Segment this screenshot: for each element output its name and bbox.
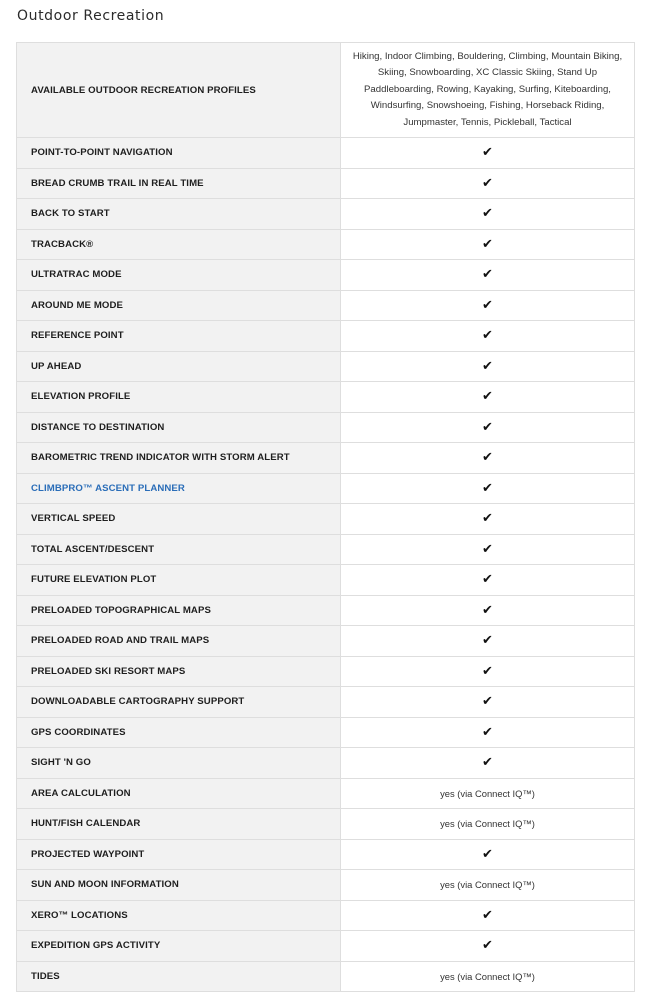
feature-label: AREA CALCULATION xyxy=(17,778,341,809)
feature-label-link[interactable]: CLIMBPRO™ ASCENT PLANNER xyxy=(17,473,341,504)
table-row xyxy=(17,626,635,657)
feature-label: ULTRATRAC MODE xyxy=(17,260,341,291)
section-title: Outdoor Recreation xyxy=(17,8,165,24)
feature-value xyxy=(341,443,635,474)
feature-label: REFERENCE POINT xyxy=(17,321,341,352)
feature-label: BREAD CRUMB TRAIL IN REAL TIME xyxy=(17,168,341,199)
feature-label: SUN AND MOON INFORMATION xyxy=(17,870,341,901)
feature-label: HUNT/FISH CALENDAR xyxy=(17,809,341,840)
table-row xyxy=(17,351,635,382)
checkmark-icon: ✔ xyxy=(482,358,493,374)
feature-value: yes (via Connect IQ™) xyxy=(341,961,635,992)
table-row xyxy=(17,473,635,504)
table-row xyxy=(17,809,635,840)
feature-label: PROJECTED WAYPOINT xyxy=(17,839,341,870)
feature-value xyxy=(341,595,635,626)
table-row xyxy=(17,504,635,535)
table-row xyxy=(17,839,635,870)
feature-value xyxy=(341,565,635,596)
feature-label: SIGHT 'N GO xyxy=(17,748,341,779)
feature-label: AROUND ME MODE xyxy=(17,290,341,321)
feature-value xyxy=(341,931,635,962)
table-row xyxy=(17,565,635,596)
table-row xyxy=(17,321,635,352)
feature-value xyxy=(341,229,635,260)
checkmark-icon: ✔ xyxy=(482,572,493,588)
feature-label: FUTURE ELEVATION PLOT xyxy=(17,565,341,596)
table-row xyxy=(17,870,635,901)
checkmark-icon: ✔ xyxy=(482,663,493,679)
feature-value xyxy=(341,321,635,352)
feature-value xyxy=(341,687,635,718)
feature-value: yes (via Connect IQ™) xyxy=(341,870,635,901)
feature-value xyxy=(341,138,635,169)
feature-label: GPS COORDINATES xyxy=(17,717,341,748)
checkmark-icon: ✔ xyxy=(482,328,493,344)
feature-value xyxy=(341,626,635,657)
feature-value xyxy=(341,382,635,413)
feature-value xyxy=(341,839,635,870)
feature-value xyxy=(341,199,635,230)
table-row xyxy=(17,382,635,413)
feature-value xyxy=(341,260,635,291)
table-row xyxy=(17,595,635,626)
table-row xyxy=(17,534,635,565)
checkmark-icon: ✔ xyxy=(482,145,493,161)
feature-value xyxy=(341,351,635,382)
feature-label: UP AHEAD xyxy=(17,351,341,382)
spec-table xyxy=(16,42,635,992)
feature-value xyxy=(341,900,635,931)
feature-label: VERTICAL SPEED xyxy=(17,504,341,535)
feature-label: PRELOADED SKI RESORT MAPS xyxy=(17,656,341,687)
table-row xyxy=(17,443,635,474)
checkmark-icon: ✔ xyxy=(482,907,493,923)
table-row xyxy=(17,748,635,779)
table-row xyxy=(17,412,635,443)
feature-label: TRACBACK® xyxy=(17,229,341,260)
feature-value xyxy=(341,717,635,748)
feature-label: XERO™ LOCATIONS xyxy=(17,900,341,931)
feature-label: BACK TO START xyxy=(17,199,341,230)
checkmark-icon: ✔ xyxy=(482,846,493,862)
feature-value xyxy=(341,473,635,504)
checkmark-icon: ✔ xyxy=(482,724,493,740)
checkmark-icon: ✔ xyxy=(482,633,493,649)
feature-label: PRELOADED TOPOGRAPHICAL MAPS xyxy=(17,595,341,626)
feature-label: EXPEDITION GPS ACTIVITY xyxy=(17,931,341,962)
feature-label: BAROMETRIC TREND INDICATOR WITH STORM ALERT xyxy=(17,443,341,474)
checkmark-icon: ✔ xyxy=(482,480,493,496)
table-row xyxy=(17,717,635,748)
checkmark-icon: ✔ xyxy=(482,419,493,435)
table-row xyxy=(17,168,635,199)
table-row xyxy=(17,656,635,687)
checkmark-icon: ✔ xyxy=(482,755,493,771)
checkmark-icon: ✔ xyxy=(482,206,493,222)
feature-label: POINT-TO-POINT NAVIGATION xyxy=(17,138,341,169)
feature-label: TIDES xyxy=(17,961,341,992)
feature-label: DISTANCE TO DESTINATION xyxy=(17,412,341,443)
feature-value: yes (via Connect IQ™) xyxy=(341,809,635,840)
feature-value: yes (via Connect IQ™) xyxy=(341,778,635,809)
table-row xyxy=(17,43,635,138)
checkmark-icon: ✔ xyxy=(482,694,493,710)
checkmark-icon: ✔ xyxy=(482,267,493,283)
feature-value xyxy=(341,656,635,687)
feature-label: TOTAL ASCENT/DESCENT xyxy=(17,534,341,565)
table-row xyxy=(17,687,635,718)
checkmark-icon: ✔ xyxy=(482,297,493,313)
table-row xyxy=(17,229,635,260)
table-row xyxy=(17,260,635,291)
feature-label: PRELOADED ROAD AND TRAIL MAPS xyxy=(17,626,341,657)
checkmark-icon: ✔ xyxy=(482,602,493,618)
checkmark-icon: ✔ xyxy=(482,236,493,252)
feature-label: DOWNLOADABLE CARTOGRAPHY SUPPORT xyxy=(17,687,341,718)
feature-value xyxy=(341,412,635,443)
feature-value: Hiking, Indoor Climbing, Bouldering, Climbing, Mountain Biking, Skiing, Snowboarding, XC Classic Skiing, Stand Up Paddleboarding, Rowing, Kayaking, Surfing, Kiteboarding, Windsurfing, Snowshoeing, Fishing, Horseback Riding, Jumpmaster, Tennis, Pickleball, Tactical xyxy=(341,43,635,138)
feature-value xyxy=(341,504,635,535)
table-row xyxy=(17,778,635,809)
checkmark-icon: ✔ xyxy=(482,450,493,466)
table-row xyxy=(17,138,635,169)
feature-value xyxy=(341,748,635,779)
feature-value xyxy=(341,534,635,565)
table-row xyxy=(17,290,635,321)
table-row xyxy=(17,931,635,962)
feature-value xyxy=(341,168,635,199)
feature-label: ELEVATION PROFILE xyxy=(17,382,341,413)
feature-label: AVAILABLE OUTDOOR RECREATION PROFILES xyxy=(17,43,341,138)
checkmark-icon: ✔ xyxy=(482,541,493,557)
table-row xyxy=(17,961,635,992)
feature-value xyxy=(341,290,635,321)
checkmark-icon: ✔ xyxy=(482,938,493,954)
checkmark-icon: ✔ xyxy=(482,511,493,527)
table-row xyxy=(17,900,635,931)
checkmark-icon: ✔ xyxy=(482,389,493,405)
table-row xyxy=(17,199,635,230)
checkmark-icon: ✔ xyxy=(482,175,493,191)
